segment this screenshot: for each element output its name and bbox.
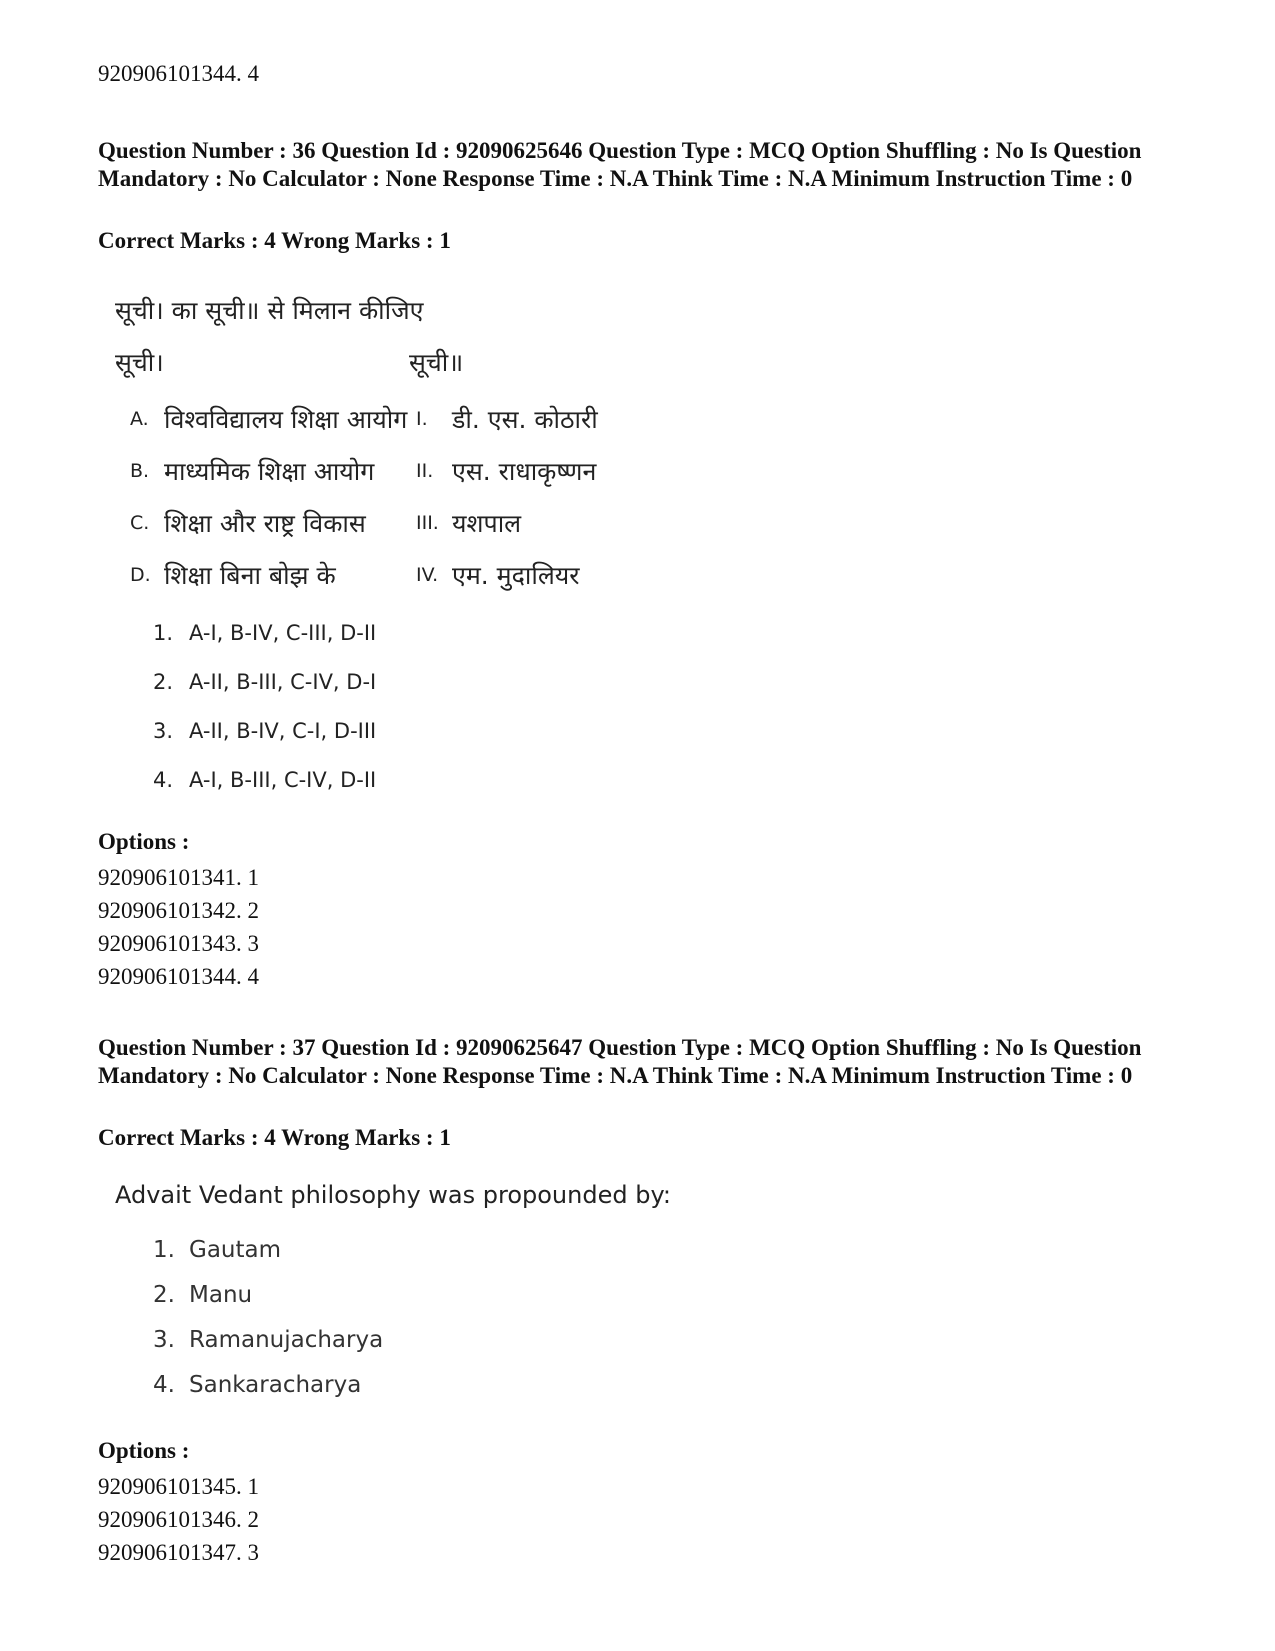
answer-choice — [153, 755, 376, 804]
row-numeral: IV. — [416, 564, 439, 586]
q36-match-table — [130, 393, 598, 601]
answer-number: 2. — [153, 669, 174, 694]
answer-choice — [153, 657, 376, 706]
q36-options-heading: Options : — [98, 829, 190, 854]
answer-text: Ramanujacharya — [189, 1326, 384, 1353]
match-row-d — [130, 549, 598, 601]
q36-question-title: सूची। का सूची॥ से मिलान कीजिए — [115, 296, 424, 325]
answer-text: A-I, B-III, C-IV, D-II — [189, 767, 377, 792]
q36-meta: Question Number : 36 Question Id : 92090625646 Question Type : MCQ Option Shuffling : No Is Question Mandatory : No Calculator : None Response Time : N.A Think Time : N.A Minimum Instruction Time : 0 — [98, 138, 1142, 191]
row-numeral: III. — [416, 512, 439, 534]
match-row-c — [130, 497, 598, 549]
row-numeral: II. — [416, 460, 434, 482]
list1-item: विश्वविद्यालय शिक्षा आयोग — [164, 405, 408, 434]
row-label: A. — [130, 408, 149, 430]
list2-item: यशपाल — [452, 509, 522, 538]
option-id-line: 920906101347. 3 — [98, 1540, 259, 1565]
list2-item: एस. राधाकृष्णन — [452, 457, 597, 486]
answer-number: 1. — [153, 620, 174, 645]
answer-choice — [153, 1272, 383, 1317]
list1-item: शिक्षा बिना बोझ के — [164, 561, 336, 590]
answer-text: Gautam — [189, 1236, 282, 1263]
answer-text: Manu — [189, 1281, 253, 1308]
list2-item: डी. एस. कोठारी — [452, 405, 598, 434]
answer-choice — [153, 608, 376, 657]
q37-answer-list — [153, 1227, 383, 1407]
answer-choice — [153, 1227, 383, 1272]
answer-number: 4. — [153, 767, 174, 792]
answer-text: Sankaracharya — [189, 1371, 362, 1398]
q37-options-heading: Options : — [98, 1438, 190, 1463]
answer-choice — [153, 1317, 383, 1362]
q36-answer-list — [153, 608, 376, 804]
answer-choice — [153, 1362, 383, 1407]
previous-option-line: 920906101344. 4 — [98, 61, 259, 86]
answer-number: 3. — [153, 718, 174, 743]
list1-item: माध्यमिक शिक्षा आयोग — [164, 457, 375, 486]
row-label: D. — [130, 564, 151, 586]
answer-number: 2. — [153, 1281, 175, 1308]
answer-number: 3. — [153, 1326, 175, 1353]
q36-marks: Correct Marks : 4 Wrong Marks : 1 — [98, 228, 451, 253]
answer-number: 4. — [153, 1371, 175, 1398]
option-id-line: 920906101345. 1 — [98, 1474, 259, 1499]
row-label: B. — [130, 460, 150, 482]
answer-text: A-II, B-IV, C-I, D-III — [189, 718, 377, 743]
option-id-line: 920906101343. 3 — [98, 931, 259, 956]
q37-options-list — [98, 1470, 259, 1569]
option-id-line: 920906101342. 2 — [98, 898, 259, 923]
option-id-line: 920906101346. 2 — [98, 1507, 259, 1532]
row-label: C. — [130, 512, 150, 534]
answer-text: A-I, B-IV, C-III, D-II — [189, 620, 377, 645]
q36-list1-heading: सूची। — [115, 348, 164, 377]
match-row-a — [130, 393, 598, 445]
list2-item: एम. मुदालियर — [452, 561, 580, 590]
option-id-line: 920906101341. 1 — [98, 865, 259, 890]
q36-list2-heading: सूची॥ — [409, 348, 464, 377]
q36-options-list — [98, 861, 259, 993]
answer-number: 1. — [153, 1236, 175, 1263]
answer-text: A-II, B-III, C-IV, D-I — [189, 669, 377, 694]
q37-meta: Question Number : 37 Question Id : 92090625647 Question Type : MCQ Option Shuffling : No Is Question Mandatory : No Calculator : None Response Time : N.A Think Time : N.A Minimum Instruction Time : 0 — [98, 1035, 1142, 1088]
row-numeral: I. — [416, 408, 428, 430]
match-row-b — [130, 445, 598, 497]
q37-question-text: Advait Vedant philosophy was propounded by: — [115, 1181, 671, 1209]
list1-item: शिक्षा और राष्ट्र विकास — [164, 509, 366, 538]
option-id-line: 920906101344. 4 — [98, 964, 259, 989]
answer-choice — [153, 706, 376, 755]
q37-marks: Correct Marks : 4 Wrong Marks : 1 — [98, 1125, 451, 1150]
